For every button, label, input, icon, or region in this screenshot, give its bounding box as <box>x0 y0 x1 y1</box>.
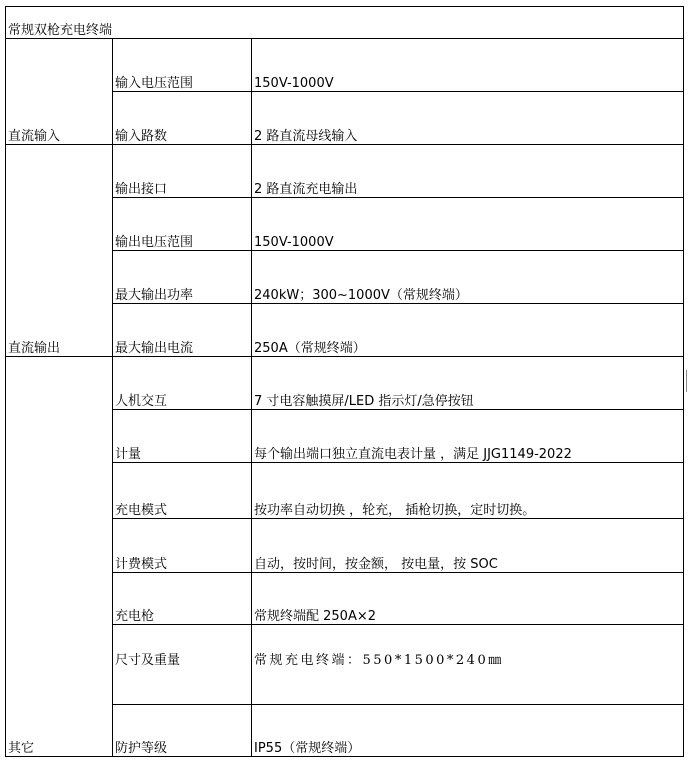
row-value: 250A（常规终端） <box>252 304 684 357</box>
row-label: 输入路数 <box>113 92 252 145</box>
row-label: 输出电压范围 <box>113 198 252 251</box>
table-title: 常规双枪充电终端 <box>6 7 684 39</box>
row-label: 人机交互 <box>113 357 252 410</box>
row-value: 按功率自动切换 ，轮充， 插枪切换，定时切换。 <box>252 463 684 519</box>
row-label: 充电模式 <box>113 463 252 519</box>
row-label: 最大输出功率 <box>113 251 252 304</box>
row-label: 输出接口 <box>113 145 252 198</box>
row-label: 最大输出电流 <box>113 304 252 357</box>
row-label: 充电枪 <box>113 573 252 625</box>
row-value: IP55（常规终端） <box>252 705 684 757</box>
table-row <box>6 357 684 410</box>
row-label: 输入电压范围 <box>113 39 252 92</box>
row-value: 自动，按时间，按金额， 按电量，按 SOC <box>252 519 684 573</box>
row-value: 2 路直流充电输出 <box>252 145 684 198</box>
row-value: 2 路直流母线输入 <box>252 92 684 145</box>
row-value: 150V-1000V <box>252 39 684 92</box>
row-value: 150V-1000V <box>252 198 684 251</box>
row-value: 常规终端配 250A×2 <box>252 573 684 625</box>
row-value: 240kW；300~1000V（常规终端） <box>252 251 684 304</box>
category-dc-output: 直流输出 <box>6 145 113 357</box>
row-label: 尺寸及重量 <box>113 625 252 705</box>
row-value: 每个输出端口独立直流电表计量 ，满足 JJG1149-2022 <box>252 410 684 463</box>
row-value: 常规充电终端：550*1500*240㎜ <box>252 625 684 705</box>
row-label: 防护等级 <box>113 705 252 757</box>
row-label: 计量 <box>113 410 252 463</box>
row-value: 7 寸电容触摸屏/LED 指示灯/急停按钮 <box>252 357 684 410</box>
table-row <box>6 145 684 198</box>
spec-table <box>5 6 684 757</box>
category-dc-input: 直流输入 <box>6 39 113 145</box>
table-row <box>6 39 684 92</box>
row-label: 计费模式 <box>113 519 252 573</box>
category-other: 其它 <box>6 357 113 757</box>
